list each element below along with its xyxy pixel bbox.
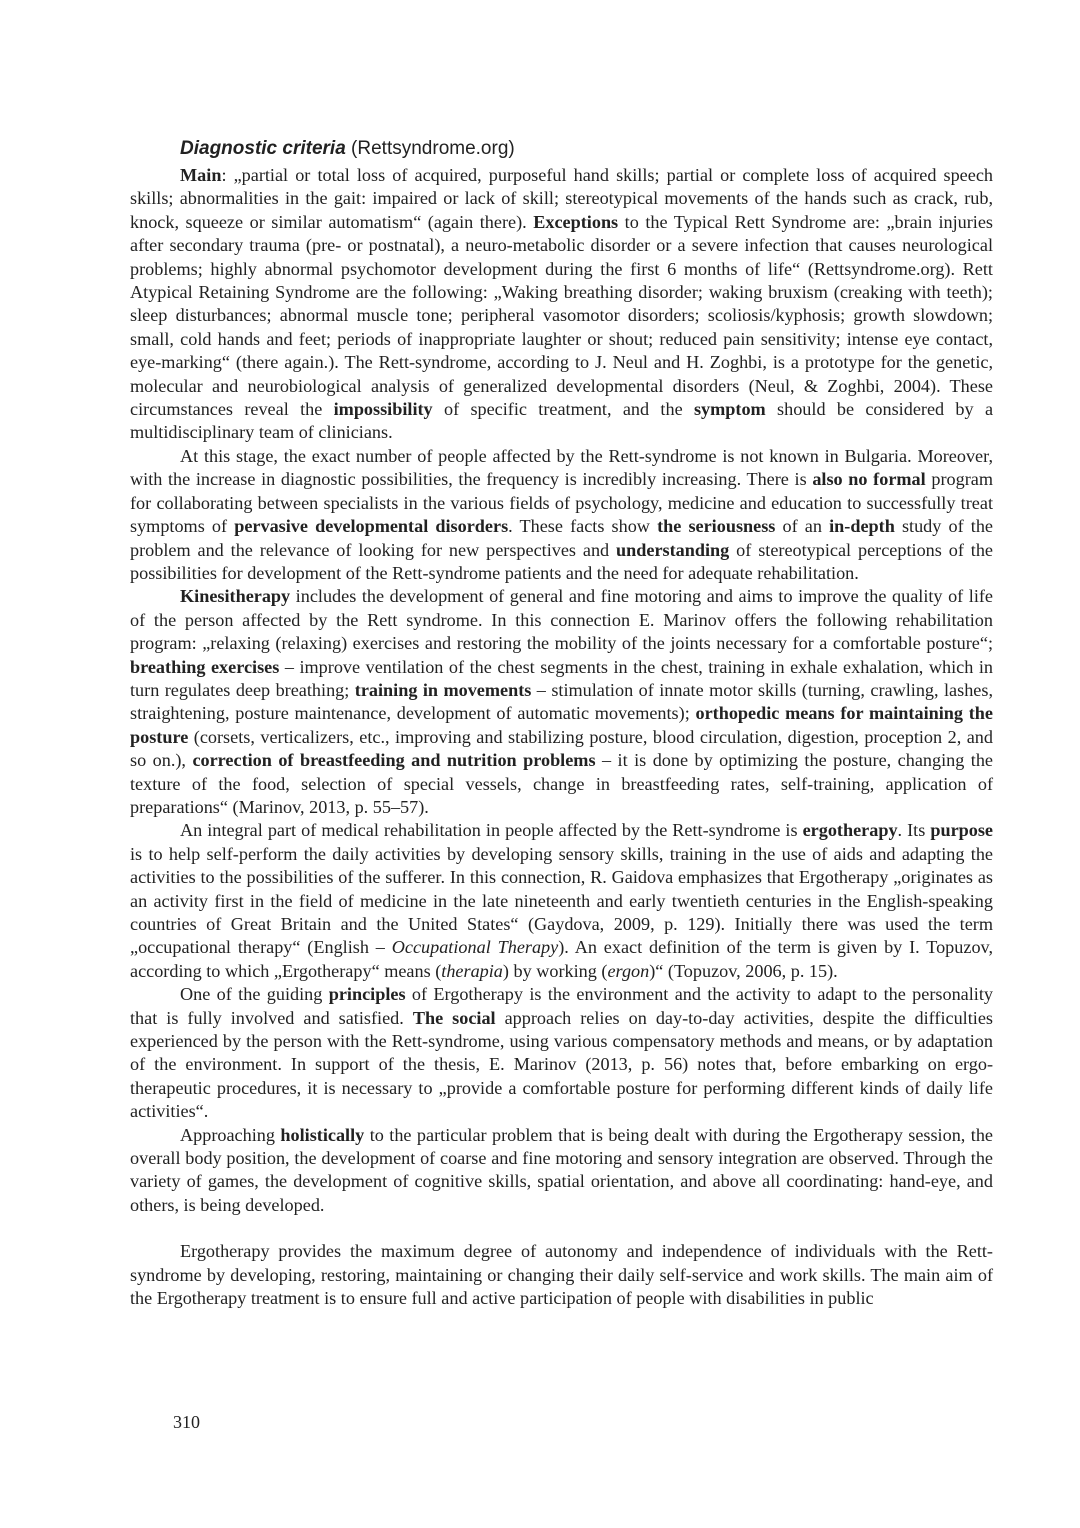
paragraph-kinesitherapy [130, 585, 993, 819]
text-run: of stereotypical perceptions of the possibilities for development of the Rett-syndrome patients and the need for adequate rehabilitation. [130, 539, 993, 583]
paragraph-autonomy [130, 1240, 993, 1310]
paragraph-holistic [130, 1124, 993, 1218]
bold-text: ergotherapy [802, 820, 898, 841]
text-run: – it is done by optimizing the posture, changing the texture of the food, selection of special vessels, change in breastfeeding rates, self-training, application of preparations“ (Marinov, 2013, p. 55–57). [130, 750, 994, 817]
page-body [130, 136, 993, 1311]
paragraph-ergotherapy [130, 819, 993, 983]
text-run: : „partial or total loss of acquired, purposeful hand skills; partial or complete loss of acquired speech skills; abnormalities in the gait: impaired or lack of skill; stereotypical movements of the hands such as crack, rub, knock, squeeze or similar automatism“ (again there). [130, 165, 993, 232]
bold-text: The social [412, 1007, 496, 1028]
text-run: is to help self-perform the daily activities by developing sensory skills, training in the use of aids and adapting the activities to the possibilities of the sufferer. In this connection, R. Gaidova emphasizes that Ergotherapy „originates as an activity first in the field of medicine in the late nineteenth and early twentieth centuries in the English-speaking countries of Great Britain and the United States“ (Gaydova, 2009, p. 129). Initially there was used the term „occupational therapy“ (English – [130, 843, 993, 958]
bold-text: correction of breastfeeding and nutrition problems [192, 750, 596, 771]
italic-text: therapia [441, 960, 503, 981]
bold-text: holistically [280, 1124, 365, 1145]
text-run: At this stage, the exact number of people affected by the Rett-syndrome is not known in Bulgaria. Moreover, with the increase in diagnostic possibilities, the frequency is incredibly increasing. There is [130, 445, 993, 490]
italic-text: ergon [607, 960, 650, 981]
bold-text: purpose [930, 820, 994, 841]
text-run: ) by working ( [502, 960, 608, 981]
text-run: of Ergotherapy is the environment and the activity to adapt to the personality that is fully involved and satisfied. [130, 984, 993, 1028]
section-heading [180, 136, 993, 162]
text-run: of an [775, 516, 830, 537]
paragraph-principles [130, 983, 993, 1123]
text-run: Ergotherapy provides the maximum degree of autonomy and independence of individuals with the Rett-syndrome by developing, restoring, maintaining or changing their daily self-service and work skills. The main aim of the Ergotherapy treatment is to ensure full and active participation of people with disabilities in public [130, 1241, 993, 1309]
italic-text: Occupational Therapy [391, 937, 559, 958]
text-run: to the particular problem that is being dealt with during the Ergotherapy session, the overall body position, the development of coarse and fine motoring and sensory integration are observed. Through the variety of games, the development of cognitive skills, spatial orientation, and above all coordinating: hand-eye, and others, is being developed. [130, 1124, 993, 1215]
bold-text: symptom [693, 399, 766, 420]
paragraph-bulgaria [130, 445, 993, 585]
bold-text: understanding [616, 539, 730, 560]
bold-text: in-depth [829, 516, 895, 537]
text-run: (corsets, verticalizers, etc., improving and stabilizing posture, blood circulation, digestion, proception 2, and so on.), [130, 726, 993, 771]
bold-text: also no formal [812, 469, 926, 490]
heading-source: (Rettsyndrome.org) [345, 138, 515, 159]
text-run: program for collaborating between specialists in the various fields of psychology, medicine and education to successfully treat symptoms of [130, 469, 993, 537]
bold-text: training in movements [354, 679, 532, 700]
bold-text: breathing exercises [130, 656, 280, 677]
bold-text: Kinesitherapy [180, 586, 291, 607]
text-run: One of the guiding [180, 984, 329, 1005]
text-run: approach relies on day-to-day activities, despite the difficulties experienced by the person with the Rett-syndrome, using various compensatory methods and means, or by adaptation of the environment. In support of the thesis, E. Marinov (2013, p. 56) notes that, before embarking on ergo-therapeutic procedures, it is necessary to „provide a comfortable posture for performing different kinds of daily life activities“. [130, 1007, 993, 1122]
text-run: study of the problem and the relevance of looking for new perspectives and [130, 516, 994, 560]
text-run: should be considered by a multidisciplinary team of clinicians. [130, 399, 994, 443]
bold-text: Exceptions [533, 211, 619, 232]
text-run: Approaching [180, 1124, 281, 1145]
text-run: ). An exact definition of the term is given by I. Topuzov, according to which „Ergotherapy“ means ( [130, 937, 993, 981]
bold-text: the seriousness [657, 516, 776, 537]
page-number: 310 [173, 1412, 200, 1432]
text-run: – stimulation of innate motor skills (turning, crawling, lashes, straightening, posture maintenance, development of automatic movements); [130, 679, 993, 724]
text-run: – improve ventilation of the chest segments in the chest, training in exhale exhalation, which in turn regulates deep breathing; [130, 656, 993, 700]
bold-text: impossibility [333, 399, 433, 420]
bold-text: Main [180, 165, 222, 185]
heading-title: Diagnostic criteria [180, 138, 346, 159]
text-run: )“ (Topuzov, 2006, p. 15). [649, 960, 838, 981]
bold-text: principles [328, 984, 406, 1005]
text-run: . Its [897, 820, 931, 841]
bold-text: pervasive developmental disorders [234, 516, 509, 537]
text-run: of specific treatment, and the [432, 399, 694, 420]
text-run: to the Typical Rett Syndrome are: „brain injuries after secondary trauma (pre- or postnatal), a neuro-metabolic disorder or a severe infection that causes neurological problems; highly abnormal psychomotor development during the first 6 months of life“ (Rettsyndrome.org). Rett Atypical Retaining Syndrome are the following: „Waking breathing disorder; waking bruxism (creaking with teeth); sleep disturbances; abnormal muscle tone; peripheral vasomotor disorders; scoliosis/kyphosis; growth slowdown; small, cold hands and feet; periods of inappropriate laughter or shout; reduced pain sensitivity; intense eye contact, eye-marking“ (there again.). The Rett-syndrome, according to J. Neul and H. Zoghbi, is a prototype for the genetic, molecular and neurobiological analysis of generalized developmental disorders (Neul, & Zoghbi, 2004). These circumstances reveal the [130, 211, 994, 420]
text-run: An integral part of medical rehabilitation in people affected by the Rett-syndrome is [180, 820, 803, 841]
paragraph-main-criteria [130, 164, 993, 445]
bold-text: orthopedic means for maintaining the posture [130, 703, 993, 747]
text-run: includes the development of general and fine motoring and aims to improve the quality of life of the person affected by the Rett syndrome. In this connection E. Marinov offers the following rehabilitation program: „relaxing (relaxing) exercises and restoring the mobility of the joints necessary for a comfortable posture“; [130, 586, 993, 654]
text-run: . These facts show [508, 516, 658, 537]
